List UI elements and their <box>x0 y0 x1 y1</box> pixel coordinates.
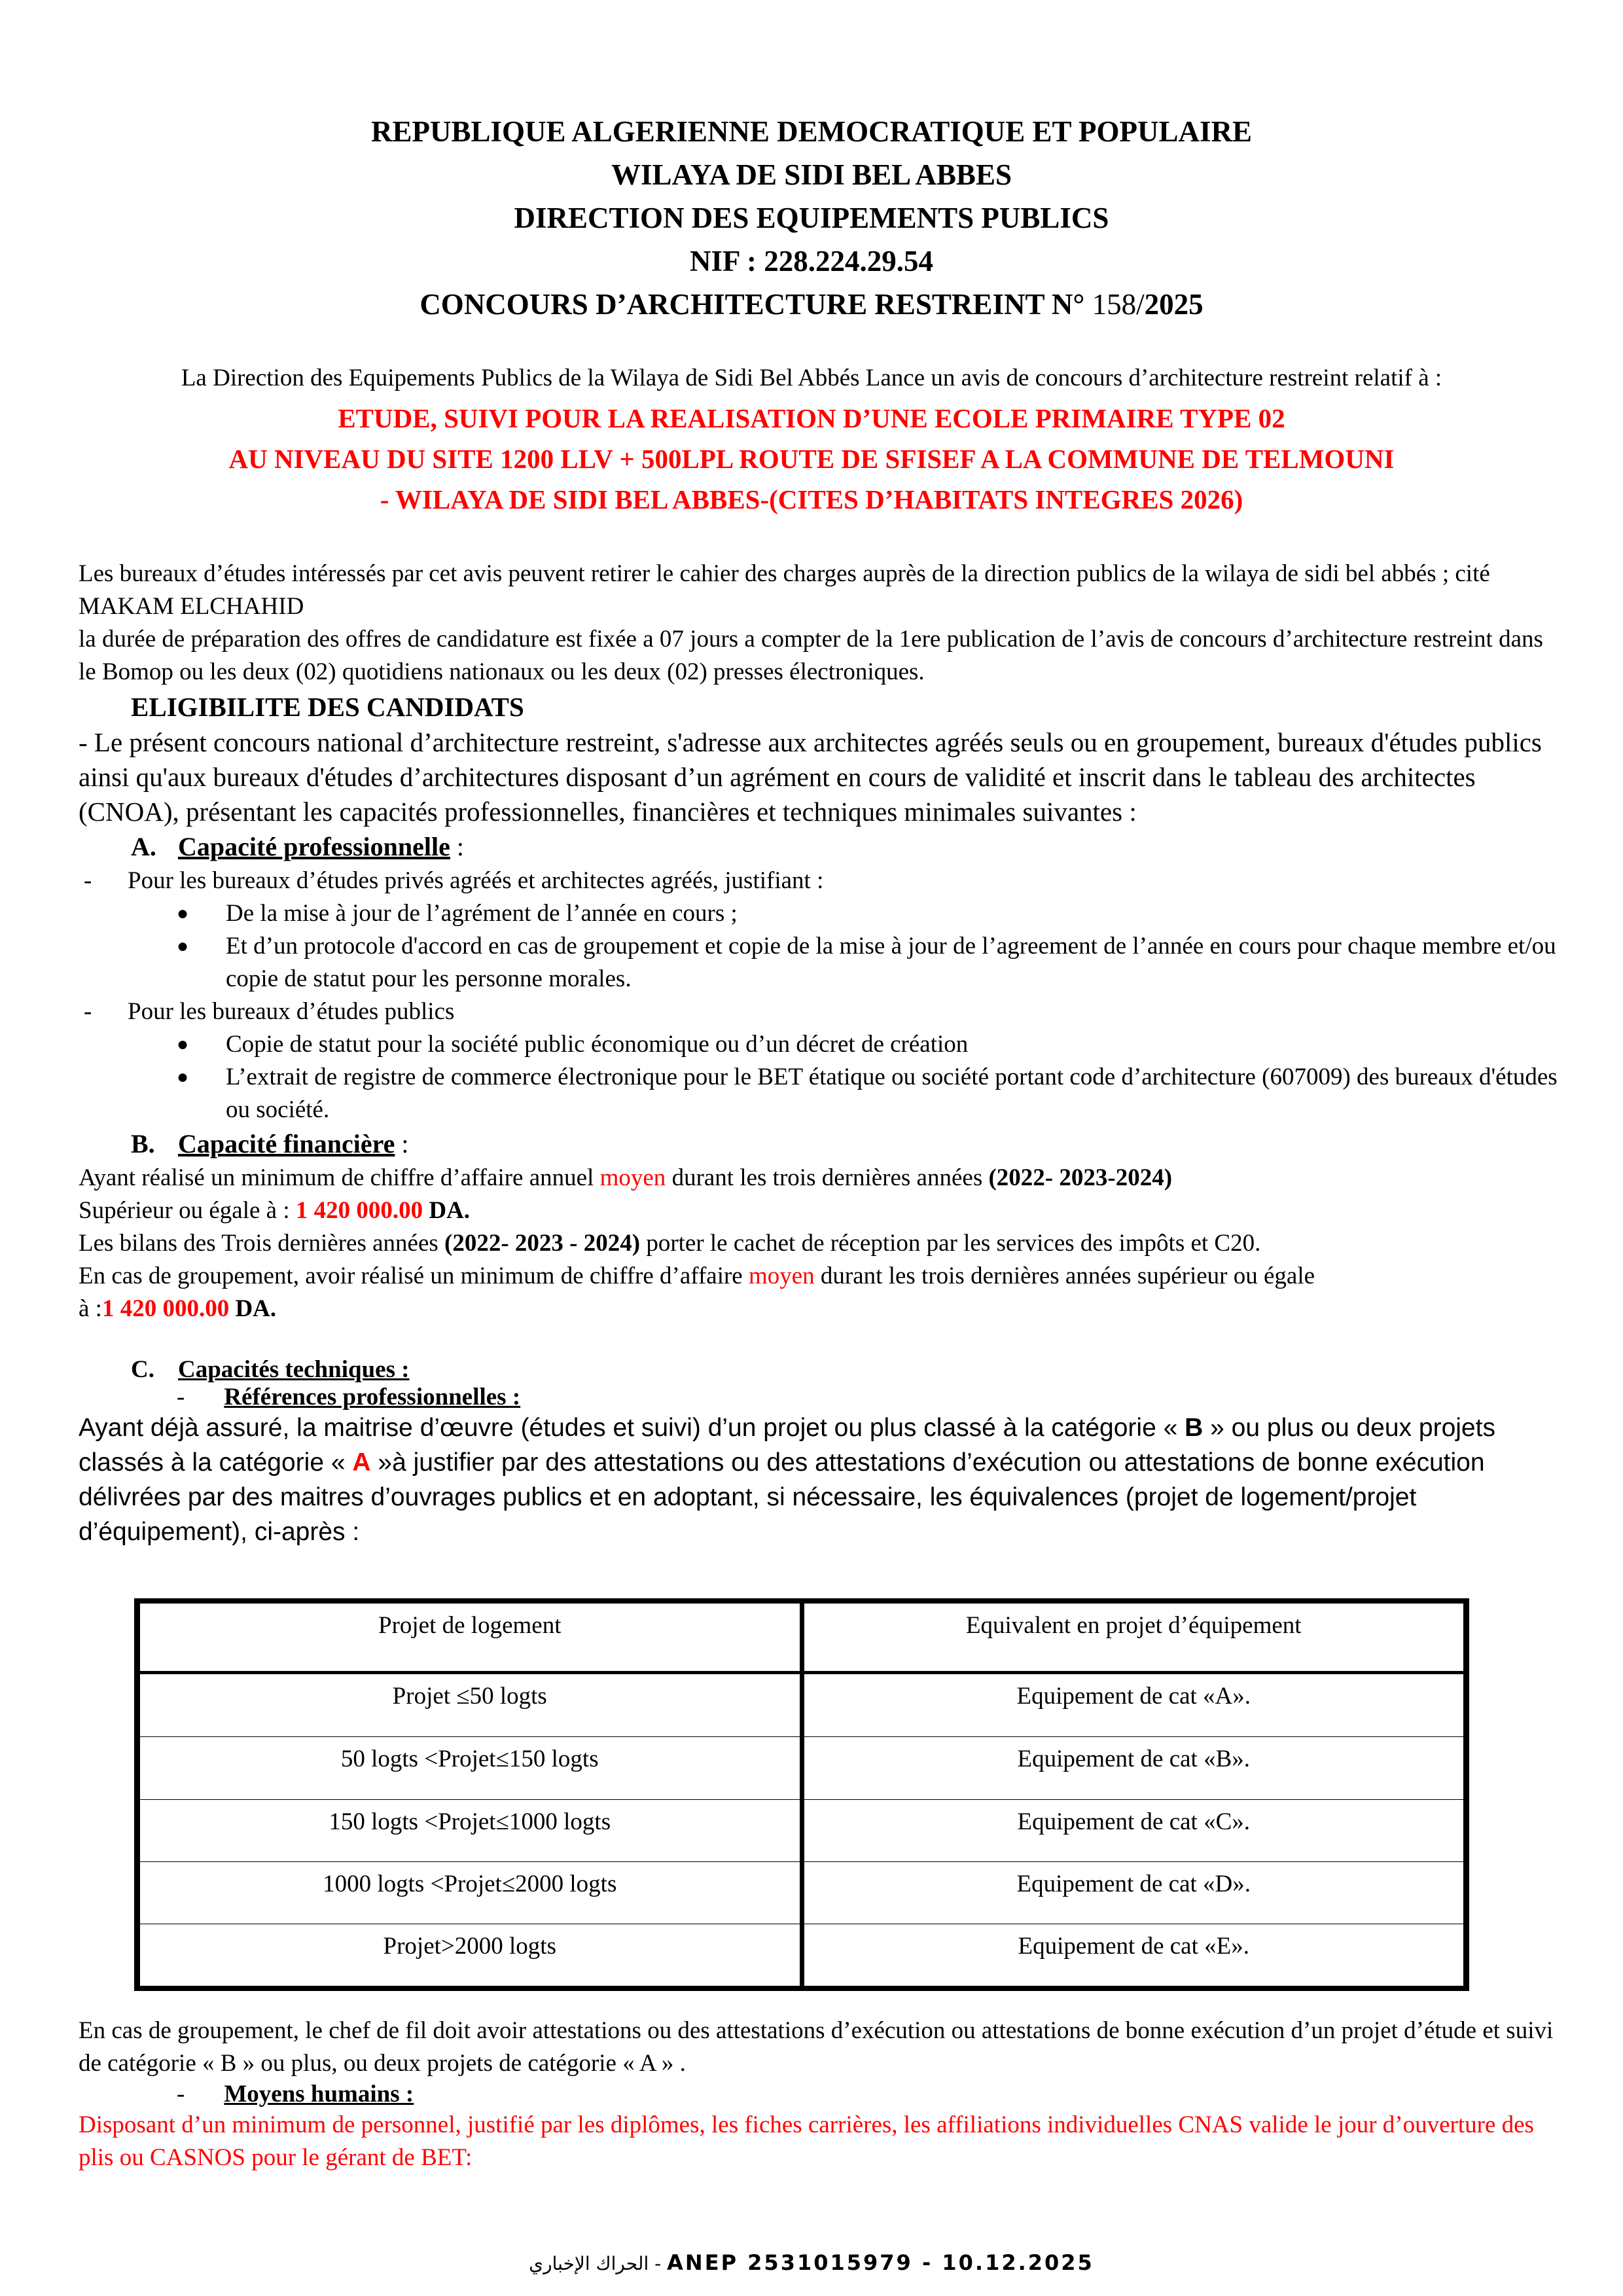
header-republic: REPUBLIQUE ALGERIENNE DEMOCRATIQUE ET POPULAIRE <box>370 115 1253 148</box>
table-cell: Equipement de cat «D». <box>802 1861 1464 1924</box>
capacite-fin-heading <box>79 1126 1558 1162</box>
dash-text-publics: Pour les bureaux d’études publics <box>128 998 455 1025</box>
table-row <box>139 1799 1464 1861</box>
capacite-tech-letter: C. <box>131 1356 154 1383</box>
footer <box>0 2250 1623 2275</box>
concours-year: 2025 <box>1144 288 1204 321</box>
moyens-heading <box>79 2080 1558 2109</box>
header-wilaya: WILAYA DE SIDI BEL ABBES <box>611 158 1012 191</box>
table-cell: Equipement de cat «A». <box>802 1673 1464 1737</box>
project-title <box>0 398 1623 520</box>
moyens-dash: - <box>177 2081 185 2108</box>
table-cell: Projet ≤50 logts <box>139 1673 802 1737</box>
project-title-line1: ETUDE, SUIVI POUR LA REALISATION D’UNE ECOLE PRIMAIRE TYPE 02 <box>338 403 1285 433</box>
fin-text: à : <box>79 1295 102 1322</box>
table-cell: Equipement de cat «C». <box>802 1799 1464 1861</box>
fin-line5 <box>79 1293 1558 1325</box>
dash-text-prives: Pour les bureaux d’études privés agréés et architectes agréés, justifiant : <box>128 867 824 894</box>
fin-line2 <box>79 1194 1558 1227</box>
fin-currency: DA. <box>423 1197 471 1224</box>
main-body <box>79 558 1558 1549</box>
moyens-title: Moyens humains : <box>224 2081 414 2108</box>
capacite-tech-heading <box>79 1355 1558 1384</box>
bullet-icon: ● <box>177 1033 189 1055</box>
table-cell: 1000 logts <Projet≤2000 logts <box>139 1861 802 1924</box>
project-title-line3: - WILAYA DE SIDI BEL ABBES-(CITES D’HABITATS INTEGRES 2026) <box>380 484 1243 514</box>
bullet-item <box>79 930 1558 996</box>
references-text <box>79 1410 1558 1549</box>
intro-text: La Direction des Equipements Publics de la Wilaya de Sidi Bel Abbés Lance un avis de concours d’architecture restreint relatif à : <box>181 365 1442 391</box>
fin-red-moyen: moyen <box>599 1164 666 1191</box>
table-cell: Equipement de cat «B». <box>802 1737 1464 1799</box>
moyens-text: Disposant d’un minimum de personnel, justifié par les diplômes, les fiches carrières, les affiliations individuelles CNAS valide le jour d’ouverture des plis ou CASNOS pour le gérant de BET: <box>79 2111 1534 2171</box>
fin-text: durant les trois dernières années supérieur ou égale <box>814 1263 1315 1289</box>
header-direction: DIRECTION DES EQUIPEMENTS PUBLICS <box>514 202 1109 234</box>
bullet-text: L’extrait de registre de commerce électronique pour le BET étatique ou société portant code d’architecture (607009) des bureaux d'études ou société. <box>226 1064 1558 1123</box>
table-cell: 50 logts <Projet≤150 logts <box>139 1737 802 1799</box>
fin-currency: DA. <box>229 1295 277 1322</box>
capacite-pro-colon: : <box>450 832 465 861</box>
bullet-text: Et d’un protocole d'accord en cas de groupement et copie de la mise à jour de l’agreement de l’année en cours pour chaque membre et/ou copie de statut pour les personne morales. <box>226 933 1556 992</box>
table-cell: 150 logts <Projet≤1000 logts <box>139 1799 802 1861</box>
table-row <box>139 1861 1464 1924</box>
eligibilite-title: ELIGIBILITE DES CANDIDATS <box>131 692 524 722</box>
references-heading <box>79 1384 1558 1410</box>
table-row <box>139 1737 1464 1799</box>
groupement-text: En cas de groupement, le chef de fil doit avoir attestations ou des attestations d’exécution ou attestations de bonne exécution d’un projet d’étude et suivi de catégorie « B » ou plus, ou deux projets de catégorie « A » . <box>79 2017 1554 2077</box>
eligibilite-text: - Le présent concours national d’architecture restreint, s'adresse aux architectes agréés seuls ou en groupement, bureaux d'études publics ainsi qu'aux bureaux d'études d’architectures disposant d’un agrément en cours de validité et inscrit dans le tableau des architectes (CNOA), présentant les capacités professionnelles, financières et techniques minimales suivantes : <box>79 727 1542 827</box>
table-row <box>139 1924 1464 1986</box>
references-title: Références professionnelles : <box>224 1384 521 1410</box>
capacite-pro-heading <box>79 829 1558 865</box>
fin-line1 <box>79 1162 1558 1194</box>
header-concours <box>0 283 1623 326</box>
para-retrait: Les bureaux d’études intéressés par cet avis peuvent retirer le cahier des charges auprès de la direction publics de la wilaya de sidi bel abbés ; cité MAKAM ELCHAHID <box>79 560 1490 620</box>
bullet-icon: ● <box>177 935 189 957</box>
equivalence-table <box>134 1598 1469 1991</box>
ref-text: » ou plus ou deux projets classés à la catégorie « <box>79 1414 1495 1477</box>
footer-anep: ANEP 2531015979 - 10.12.2025 <box>667 2250 1094 2275</box>
fin-text: Ayant réalisé un minimum de chiffre d’affaire annuel <box>79 1164 600 1191</box>
table-header-equipement: Equivalent en projet d’équipement <box>802 1604 1464 1673</box>
footer-arabic: الحراك الإخباري - <box>529 2253 668 2274</box>
references-dash: - <box>177 1384 185 1410</box>
capacite-pro-letter: A. <box>131 832 156 861</box>
ref-text: Ayant déjà assuré, la maitrise d’œuvre (études et suivi) d’un projet ou plus classé à la catégorie « <box>79 1414 1185 1442</box>
capacite-tech-title: Capacités techniques : <box>178 1356 410 1383</box>
fin-text: porter le cachet de réception par les services des impôts et C20. <box>640 1230 1261 1257</box>
capacite-fin-letter: B. <box>131 1129 155 1158</box>
capacite-pro-title: Capacité professionnelle <box>178 832 450 861</box>
bullet-icon: ● <box>177 903 189 924</box>
bullet-text: De la mise à jour de l’agrément de l’année en cours ; <box>226 900 738 927</box>
dash-item-prives: - Pour les bureaux d’études privés agréés et architectes agréés, justifiant : <box>84 867 824 894</box>
bullet-item <box>79 897 1558 930</box>
fin-text: durant les trois dernières années <box>666 1164 989 1191</box>
bullet-item <box>79 1028 1558 1061</box>
ref-text: »à justifier par des attestations ou des attestations d’exécution ou attestations de bonne exécution délivrées par des maitres d’ouvrages publics et en adoptant, si nécessaire, les équivalences (projet de logement/projet d’équipement), ci-après : <box>79 1448 1485 1546</box>
fin-amount: 1 420 000.00 <box>101 1295 230 1322</box>
fin-text: Supérieur ou égale à : <box>79 1197 296 1224</box>
dash-item-publics: - Pour les bureaux d’études publics <box>84 998 455 1025</box>
project-title-line2: AU NIVEAU DU SITE 1200 LLV + 500LPL ROUTE DE SFISEF A LA COMMUNE DE TELMOUNI <box>228 444 1395 474</box>
capacite-fin-title: Capacité financière <box>178 1129 395 1158</box>
fin-line4 <box>79 1260 1558 1293</box>
capacite-fin-colon: : <box>395 1129 409 1158</box>
bullet-item <box>79 1061 1558 1126</box>
table-cell: Equipement de cat «E». <box>802 1924 1464 1986</box>
header-nif: NIF : 228.224.29.54 <box>689 245 934 278</box>
fin-amount: 1 420 000.00 <box>295 1197 423 1224</box>
fin-line3 <box>79 1227 1558 1260</box>
lower-body <box>79 2015 1558 2174</box>
fin-years: (2022- 2023 - 2024) <box>444 1230 641 1257</box>
fin-text: Les bilans des Trois dernières années <box>79 1230 445 1257</box>
document-header <box>0 110 1623 326</box>
fin-years: (2022- 2023-2024) <box>988 1164 1173 1191</box>
table-header-logement: Projet de logement <box>139 1604 802 1673</box>
fin-text: En cas de groupement, avoir réalisé un minimum de chiffre d’affaire <box>79 1263 749 1289</box>
table-row <box>139 1673 1464 1737</box>
concours-label: CONCOURS D’ARCHITECTURE RESTREINT N° <box>419 288 1092 321</box>
fin-red-moyen: moyen <box>748 1263 815 1289</box>
table-cell: Projet>2000 logts <box>139 1924 802 1986</box>
concours-number: 158/ <box>1092 288 1145 321</box>
bullet-icon: ● <box>177 1066 189 1088</box>
bullet-text: Copie de statut pour la société public économique ou d’un décret de création <box>226 1031 969 1058</box>
para-duree: la durée de préparation des offres de candidature est fixée a 07 jours a compter de la 1ere publication de l’avis de concours d’architecture restreint dans le Bomop ou les deux (02) quotidiens nationaux ou les deux (02) presses électroniques. <box>79 626 1543 685</box>
ref-cat-a: A <box>352 1448 371 1477</box>
ref-cat-b: B <box>1185 1414 1204 1442</box>
